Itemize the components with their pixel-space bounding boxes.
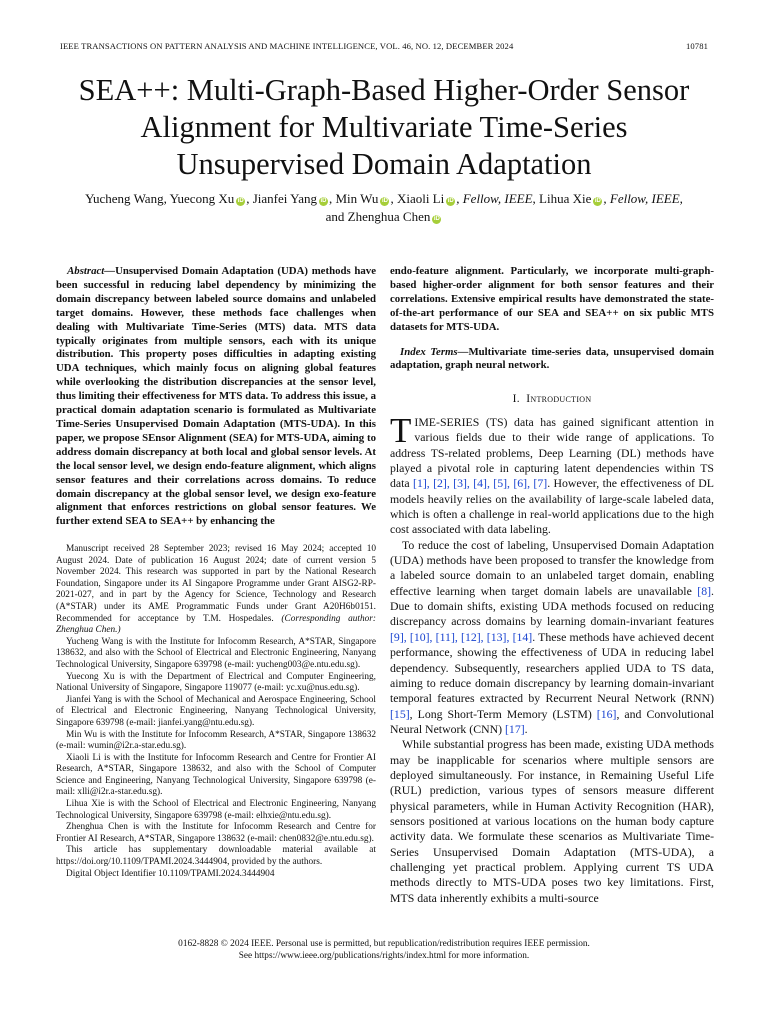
footnote-doi: Digital Object Identifier 10.1109/TPAMI.2024.3444904 xyxy=(66,868,275,879)
citation-link[interactable]: [1], [2], [3], [4], [5], [6], [7] xyxy=(413,476,548,491)
journal-header: IEEE TRANSACTIONS ON PATTERN ANALYSIS AND MACHINE INTELLIGENCE, VOL. 46, NO. 12, DECEMBER 2024 xyxy=(60,41,514,51)
page-number: 10781 xyxy=(686,41,708,51)
abstract-continued xyxy=(390,265,714,373)
copyright-line: 0162-8828 © 2024 IEEE. Personal use is permitted, but republication/redistribution requires IEEE permission. xyxy=(178,939,590,949)
footnote-affiliation: Yucheng Wang is with the Institute for Infocomm Research, A*STAR, Singapore 138632, and also with the School of Electrical and Electronic Engineering, Nanyang Technological University, Singapore 639798 (e-mail: yucheng003@e.ntu.edu.sg). xyxy=(56,636,376,670)
citation-link[interactable]: [15] xyxy=(390,706,410,721)
author-name-6: and Zhenghua Chen xyxy=(325,209,431,224)
paper-title xyxy=(40,72,728,183)
title-line-3: Unsupervised Domain Adaptation xyxy=(176,147,592,181)
footnote-affiliation: Xiaoli Li is with the Institute for Infocomm Research and Centre for Frontier AI Research, A*STAR, Singapore 138632, and also with the School of Computer Science and Engineering, Nanyang Technological University, Singapore 639798 (e-mail: xlli@i2r.a-star.edu.sg). xyxy=(56,752,376,798)
index-terms xyxy=(390,346,714,374)
abstract xyxy=(56,265,376,529)
author-name-2: , Jianfei Yang xyxy=(246,191,317,206)
fellow-label-2: , Fellow, IEEE, xyxy=(603,191,683,206)
citation-link[interactable]: [16] xyxy=(596,706,617,721)
section-heading xyxy=(390,393,714,405)
author-list xyxy=(40,190,728,226)
citation-link[interactable]: [17] xyxy=(505,721,525,736)
copyright-footer xyxy=(40,939,728,962)
orcid-icon[interactable]: iD xyxy=(320,198,327,204)
orcid-icon[interactable]: iD xyxy=(594,198,601,204)
rights-link[interactable]: See https://www.ieee.org/publications/rights/index.html for more information. xyxy=(238,950,530,961)
author-names-1: Yucheng Wang, Yuecong Xu xyxy=(85,191,235,206)
abstract-continued-text: endo-feature alignment. Particularly, we incorporate multi-graph-based higher-order alignment for both sensor features and their correlations. Extensive empirical results have demonstrated the state-of-the-art performance of our SEA and SEA++ on six public MTS datasets for MTS-UDA. xyxy=(390,265,714,333)
intro-paragraph-1: TIME-SERIES (TS) data has gained significant attention in various fields due to their wide range of applications. To address TS-related problems, Deep Learning (DL) methods have played a pivotal role in capturing latent dependencies within TS data [1], [2], [3], [4], [5], [6], [7]. However, the effectiveness of DL models heavily relies on the availability of large-scale labeled data, which is often a challenge in real-world applications due to the high cost associated with data labeling. xyxy=(390,411,714,537)
abstract-label: Abstract— xyxy=(67,265,116,277)
title-line-1: SEA++: Multi-Graph-Based Higher-Order Sensor xyxy=(78,73,690,107)
footnote-manuscript: Manuscript received 28 September 2023; revised 16 May 2024; accepted 10 August 2024. Date of publication 16 August 2024; date of current version 5 November 2024. This research was supported in part by the National Research Foundation, Singapore under its AI Singapore Programme under Grant AISG2-RP-2021-027, and in part by the Agency for Science, Technology and Research (A*STAR) under its AME Programmatic Funds under Grant A20H6b0151. Recommended for acceptance by T.M. Hospedales. (Corresponding author: Zhenghua Chen.) xyxy=(56,544,376,636)
introduction-body xyxy=(390,411,714,906)
abstract-text: Unsupervised Domain Adaptation (UDA) methods have been successful in reducing label dependency by minimizing the domain discrepancy between labeled source domains and unlabeled target domains. However, these methods face challenges when dealing with Multivariate Time-Series (MTS) data. MTS data typically originates from multiple sensors, each with its unique distribution. This property poses difficulties in adapting existing UDA techniques, which mainly focus on aligning global features while overlooking the distribution discrepancies at the sensor level, thus limiting their effectiveness for MTS data. To address this issue, a practical domain adaptation scenario is formulated as Multivariate Time-Series Unsupervised Domain Adaptation (MTS-UDA). In this paper, we propose SEnsor Alignment (SEA) for MTS-UDA, aiming to address domain discrepancy at both local and global sensor levels. At the local sensor level, we design endo-feature alignment, which aligns sensor features and their correlations across domains. To reduce domain discrepancy at the global sensor level, we design exo-feature alignment that enforces restrictions on global sensor features. We further extend SEA to SEA++ by enhancing the xyxy=(56,265,376,528)
intro-paragraph-2: To reduce the cost of labeling, Unsupervised Domain Adaptation (UDA) methods have been proposed to transfer the knowledge from a labeled source domain to an unlabeled target domain, enabling effective learning when target domain labels are unavailable [8]. Due to domain shifts, existing UDA methods focused on reducing discrepancy across domains by learning domain-invariant features [9], [10], [11], [12], [13], [14]. These methods have achieved decent performance, showing the effectiveness of UDA in reducing label dependency. Subsequently, researchers applied UDA to TS data, aiming to reduce domain discrepancy by learning domain-invariant temporal features extracted by Recurrent Neural Network (RNN) [15], Long Short-Term Memory (LSTM) [16], and Convolutional Neural Network (CNN) [17]. xyxy=(390,537,714,736)
fellow-label-1: , Fellow, IEEE xyxy=(456,191,533,206)
index-terms-label: Index Terms— xyxy=(400,345,469,358)
orcid-icon[interactable]: iD xyxy=(447,198,454,204)
footnote-affiliation: Zhenghua Chen is with the Institute for Infocomm Research and Centre for Frontier AI Research, A*STAR, Singapore 138632 (e-mail: chen0832@e.ntu.edu.sg). xyxy=(56,822,376,844)
orcid-icon[interactable]: iD xyxy=(381,198,388,204)
section-number: I. xyxy=(512,393,520,405)
title-line-2: Alignment for Multivariate Time-Series xyxy=(140,110,628,144)
author-name-3: , Min Wu xyxy=(329,191,379,206)
orcid-icon[interactable]: iD xyxy=(237,198,244,204)
drop-cap: T xyxy=(390,411,412,450)
footnote-affiliation: Lihua Xie is with the School of Electrical and Electronic Engineering, Nanyang Technological University, Singapore 639798 (e-mail: elhxie@ntu.edu.sg). xyxy=(56,799,376,821)
intro-paragraph-3: While substantial progress has been made, existing UDA methods may be inapplicable for scenarios where multiple sensors are deployed simultaneously. For instance, in Remaining Useful Life (RUL) prediction, various types of sensors measure different physical parameters, while in Human Activity Recognition (HAR), sensors positioned at various locations on the human body capture activity data. We formulate these scenarios as Multivariate Time-Series Unsupervised Domain Adaptation (MTS-UDA), a challenging yet practical problem. Applying current TS UDA methods directly to MTS-UDA poses two key limitations. First, MTS data inherently exhibits a multi-source xyxy=(390,737,714,905)
running-header xyxy=(60,41,708,55)
footnote-supplementary[interactable]: This article has supplementary downloadable material available at https://doi.org/10.1109/TPAMI.2024.3444904, provided by the authors. xyxy=(56,845,376,868)
index-terms-text: Multivariate time-series data, unsupervised domain adaptation, graph neural network. xyxy=(390,345,714,372)
citation-link[interactable]: [8] xyxy=(697,583,712,598)
author-name-4: , Xiaoli Li xyxy=(390,191,445,206)
footnote-affiliation: Yuecong Xu is with the Department of Electrical and Computer Engineering, National University of Singapore, Singapore 119077 (e-mail: yc.xu@nus.edu.sg). xyxy=(56,671,376,694)
author-name-5: , Lihua Xie xyxy=(532,191,592,206)
footnote-affiliation: Jianfei Yang is with the School of Mechanical and Aerospace Engineering, School of Electrical and Electronic Engineering, Nanyang Technological University, Singapore 639798 (e-mail: jianfei.yang@ntu.edu.sg). xyxy=(56,694,376,728)
orcid-icon[interactable]: iD xyxy=(433,216,440,222)
footnote-affiliation: Min Wu is with the Institute for Infocomm Research, A*STAR, Singapore 138632 (e-mail: wumin@i2r.a-star.edu.sg). xyxy=(56,729,376,752)
section-title: Introduction xyxy=(526,393,592,405)
footnotes xyxy=(56,544,376,880)
corresponding-author: (Corresponding author: Zhenghua Chen.) xyxy=(56,613,376,636)
citation-link[interactable]: [9], [10], [11], [12], [13], [14] xyxy=(390,629,533,644)
